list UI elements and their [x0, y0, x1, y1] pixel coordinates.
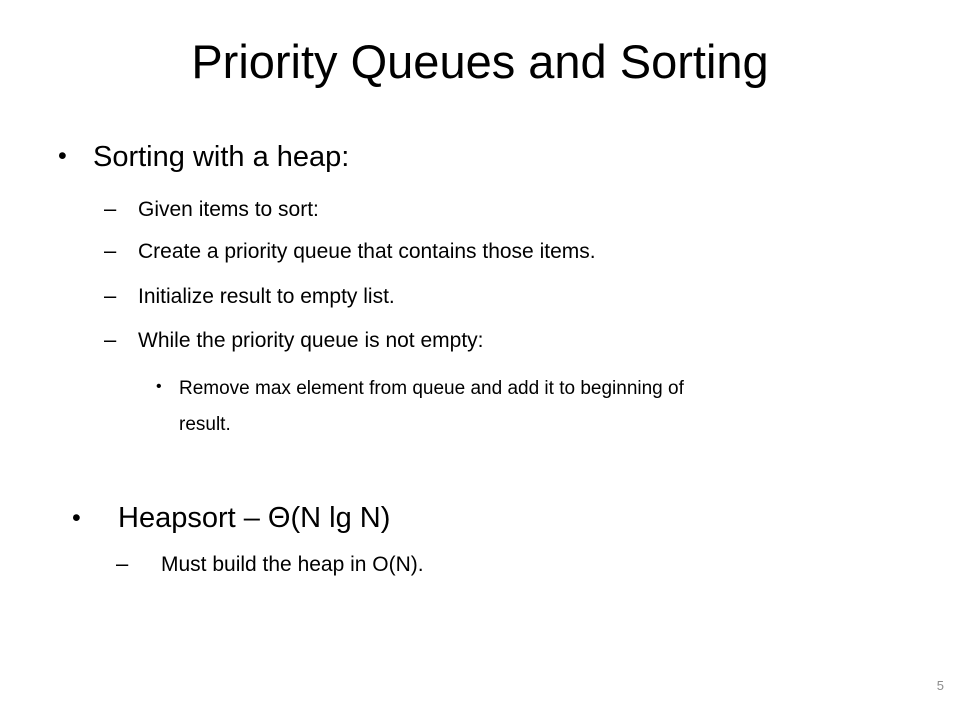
step-given-items: Given items to sort:: [138, 198, 319, 221]
step-while-not-empty: While the priority queue is not empty:: [138, 329, 484, 352]
dash-icon: –: [104, 283, 117, 308]
dash-icon: –: [104, 327, 117, 352]
step-create-queue: Create a priority queue that contains those items.: [138, 240, 596, 263]
dash-icon: –: [104, 196, 117, 221]
step-initialize-result: Initialize result to empty list.: [138, 285, 395, 308]
dash-icon: –: [116, 551, 129, 576]
bullet-icon: •: [58, 142, 67, 170]
substep-remove-max-line1: Remove max element from queue and add it to beginning of: [179, 378, 684, 399]
section2-heading: Heapsort – Θ(N lg N): [118, 502, 391, 534]
step-build-heap: Must build the heap in O(N).: [161, 553, 424, 576]
substep-remove-max-line2: result.: [179, 414, 231, 435]
bullet-icon: •: [156, 378, 162, 395]
page-number: 5: [936, 678, 944, 693]
bullet-icon: •: [72, 504, 81, 532]
slide-title: Priority Queues and Sorting: [191, 35, 769, 88]
section1-heading: Sorting with a heap:: [93, 141, 350, 173]
dash-icon: –: [104, 238, 117, 263]
